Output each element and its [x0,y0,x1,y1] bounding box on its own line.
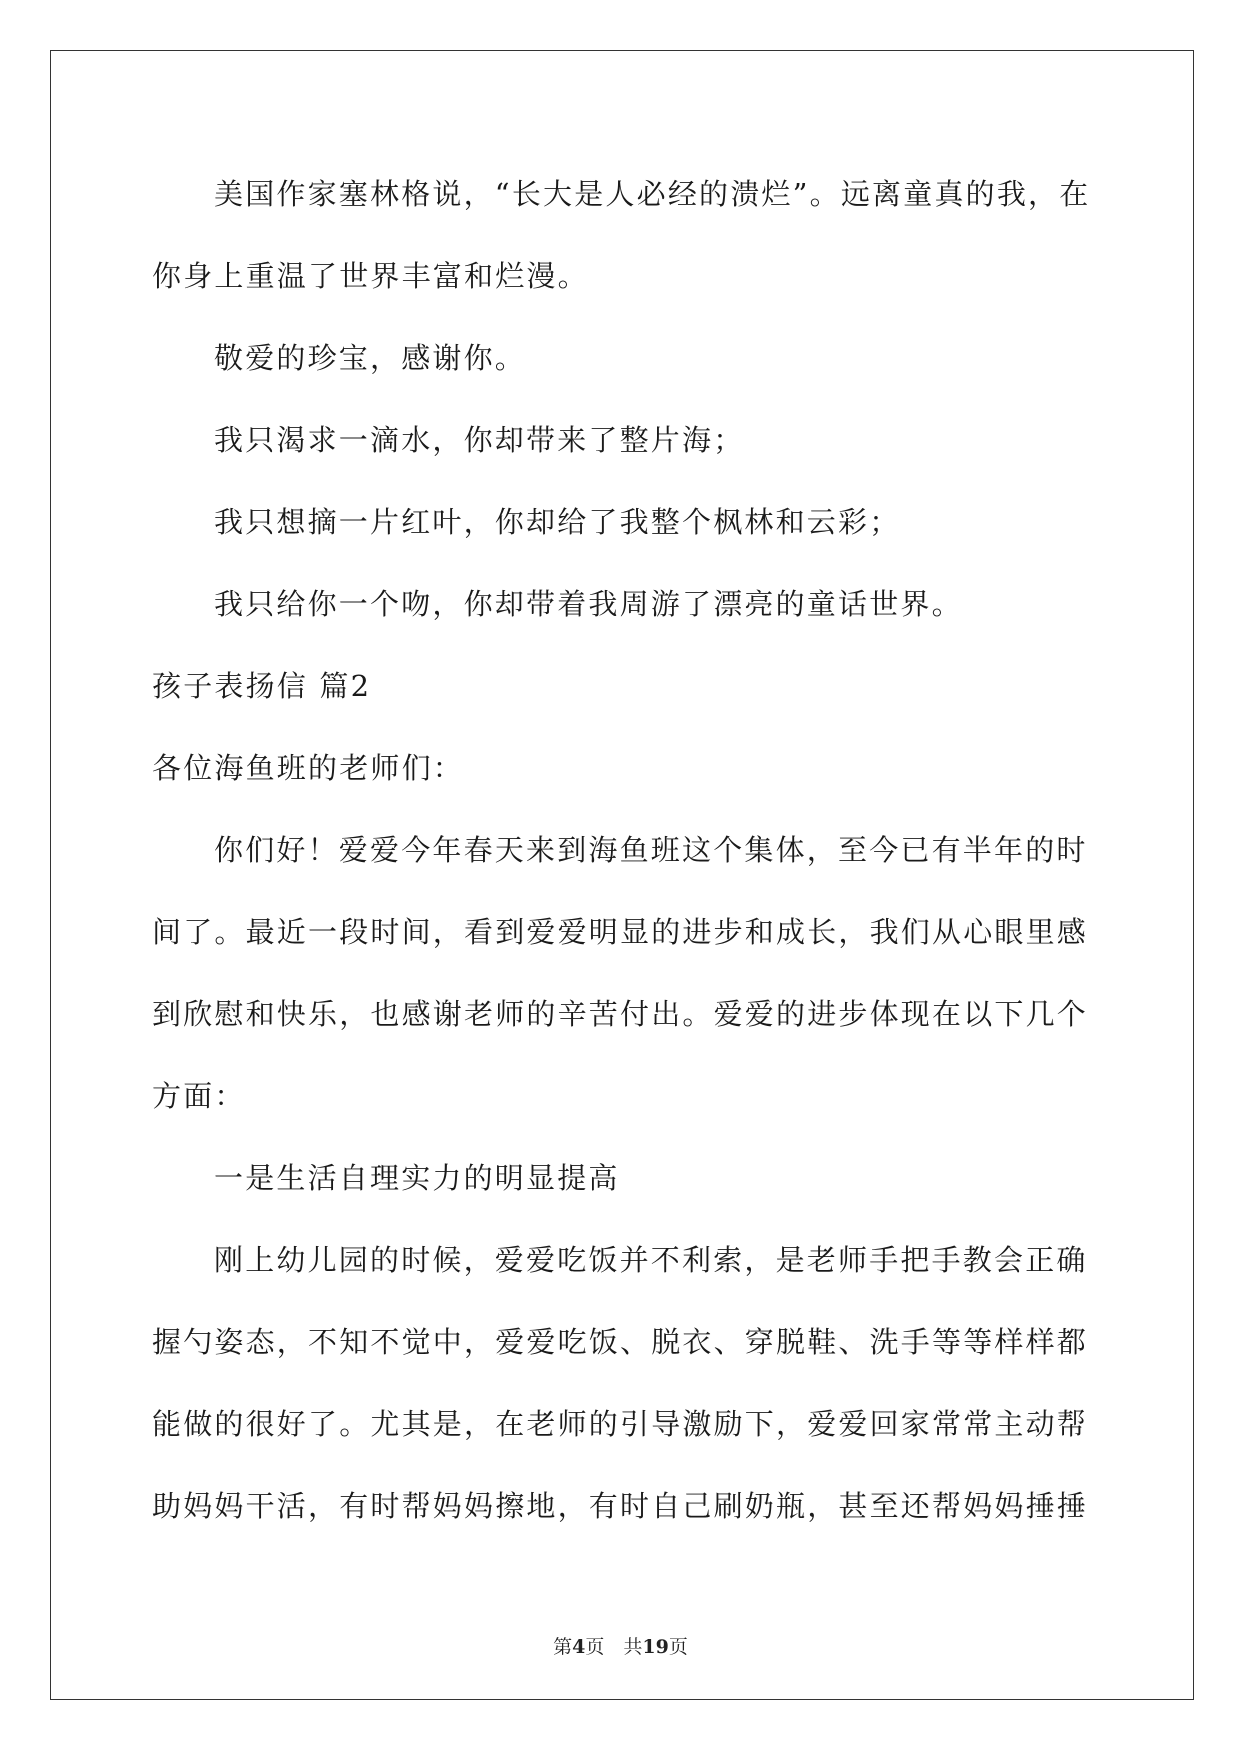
text-line: 握勺姿态，不知不觉中，爱爱吃饭、脱衣、穿脱鞋、洗手等等样样都 [152,1325,1089,1359]
text-line: 一是生活自理实力的明显提高 [214,1161,620,1195]
text-line: 我只想摘一片红叶，你却给了我整个枫林和云彩； [214,505,901,539]
text-line: 到欣慰和快乐，也感谢老师的辛苦付出。爱爱的进步体现在以下几个 [152,997,1089,1031]
text-line: 我只给你一个吻，你却带着我周游了漂亮的童话世界。 [214,587,963,621]
text-line: 方面： [152,1079,246,1113]
page-footer [0,1632,1241,1659]
text-line: 间了。最近一段时间，看到爱爱明显的进步和成长，我们从心眼里感 [152,915,1089,949]
footer-suffix: 页 [668,1636,688,1658]
total-page-count: 19 [642,1636,669,1658]
footer-middle: 页 共 [585,1636,643,1658]
text-line: 你们好！爱爱今年春天来到海鱼班这个集体，至今已有半年的时 [214,833,1088,867]
text-line: 敬爱的珍宝，感谢你。 [214,341,527,375]
text-line: 孩子表扬信 篇2 [152,669,372,703]
text-line: 美国作家塞林格说，“长大是人必经的溃烂”。远离童真的我，在 [214,177,1091,211]
text-line: 我只渴求一滴水，你却带来了整片海； [214,423,745,457]
text-line: 能做的很好了。尤其是，在老师的引导激励下，爱爱回家常常主动帮 [152,1407,1089,1441]
text-line: 刚上幼儿园的时候，爱爱吃饭并不利索，是老师手把手教会正确 [214,1243,1088,1277]
text-line: 你身上重温了世界丰富和烂漫。 [152,259,589,293]
footer-prefix: 第 [553,1636,573,1658]
document-body [152,158,1092,1552]
text-line: 助妈妈干活，有时帮妈妈擦地，有时自己刷奶瓶，甚至还帮妈妈捶捶 [152,1489,1089,1523]
current-page-number: 4 [572,1636,586,1658]
text-line: 各位海鱼班的老师们： [152,751,465,785]
